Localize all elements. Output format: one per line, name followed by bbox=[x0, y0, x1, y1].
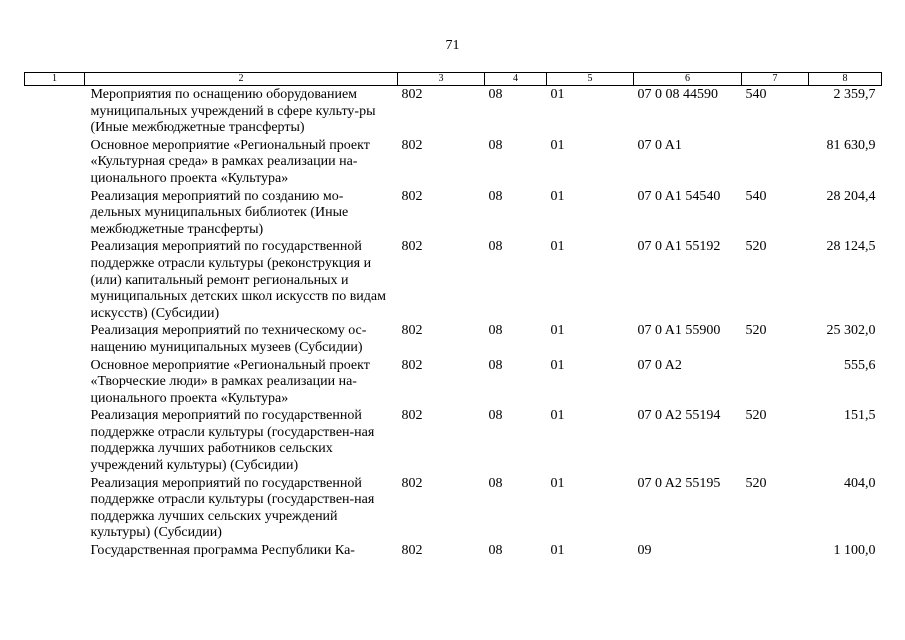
cell-subsection: 01 bbox=[550, 408, 565, 424]
col-header-7: 7 bbox=[742, 73, 809, 86]
cell-amount: 2 359,7 bbox=[833, 87, 876, 102]
cell-subsection: 01 bbox=[550, 239, 565, 255]
cell-amount: 151,5 bbox=[844, 408, 876, 424]
cell-section: 08 bbox=[488, 543, 503, 559]
table-row bbox=[25, 137, 882, 188]
cell-section: 08 bbox=[488, 357, 503, 373]
cell-col1 bbox=[25, 322, 85, 356]
cell-amount: 404,0 bbox=[844, 475, 876, 491]
cell-amount: 555,6 bbox=[844, 357, 876, 373]
cell-ministry-code: 802 bbox=[401, 543, 423, 559]
cell-amount: 81 630,9 bbox=[826, 137, 876, 153]
cell-name: Реализация мероприятий по государственной поддержке отрасли культуры (государствен-ная поддержка лучших работников сельских учреждений культуры) (Субсидии) bbox=[90, 408, 375, 474]
table-row bbox=[25, 238, 882, 322]
cell-ministry-code: 802 bbox=[401, 87, 423, 102]
cell-target-article: 07 0 08 44590 bbox=[637, 87, 718, 102]
cell-name: Реализация мероприятий по техническому ос-нащению муниципальных музеев (Субсидии) bbox=[90, 323, 367, 355]
cell-subsection: 01 bbox=[550, 188, 565, 204]
cell-col1 bbox=[25, 238, 85, 322]
cell-col1 bbox=[25, 357, 85, 408]
cell-col1 bbox=[25, 407, 85, 474]
cell-amount: 28 124,5 bbox=[826, 239, 876, 255]
cell-amount: 28 204,4 bbox=[826, 188, 876, 204]
col-header-1: 1 bbox=[25, 73, 85, 86]
cell-col1 bbox=[25, 137, 85, 188]
page-number: 71 bbox=[445, 38, 460, 53]
table-row bbox=[25, 475, 882, 542]
cell-ministry-code: 802 bbox=[401, 239, 423, 255]
col-header-3: 3 bbox=[398, 73, 485, 86]
col-header-6: 6 bbox=[634, 73, 742, 86]
cell-target-article: 07 0 A2 55194 bbox=[637, 408, 721, 424]
table-row bbox=[25, 86, 882, 137]
cell-expense-type: 520 bbox=[745, 408, 767, 424]
cell-subsection: 01 bbox=[550, 87, 565, 102]
cell-target-article: 07 0 A1 55192 bbox=[637, 239, 721, 255]
cell-ministry-code: 802 bbox=[401, 188, 423, 204]
cell-target-article: 07 0 A2 55195 bbox=[637, 475, 721, 491]
cell-section: 08 bbox=[488, 87, 503, 102]
cell-name: Мероприятия по оснащению оборудованием муниципальных учреждений в сфере культу-ры (Иные межбюджетные трансферты) bbox=[90, 87, 376, 136]
cell-subsection: 01 bbox=[550, 357, 565, 373]
cell-section: 08 bbox=[488, 475, 503, 491]
cell-col1 bbox=[25, 475, 85, 542]
table-body bbox=[25, 86, 882, 562]
cell-expense-type: 540 bbox=[745, 87, 767, 102]
cell-amount: 25 302,0 bbox=[826, 323, 876, 339]
table-row bbox=[25, 357, 882, 408]
cell-expense-type: 520 bbox=[745, 475, 767, 491]
cell-amount: 1 100,0 bbox=[833, 543, 876, 559]
cell-target-article: 07 0 A1 54540 bbox=[637, 188, 721, 204]
col-header-2: 2 bbox=[85, 73, 398, 86]
cell-col1 bbox=[25, 188, 85, 239]
cell-section: 08 bbox=[488, 137, 503, 153]
cell-name: Основное мероприятие «Региональный проект «Культурная среда» в рамках реализации на-ционального проекта «Культура» bbox=[90, 137, 370, 186]
cell-target-article: 07 0 A2 bbox=[637, 357, 682, 373]
table-row bbox=[25, 407, 882, 474]
cell-ministry-code: 802 bbox=[401, 323, 423, 339]
budget-table bbox=[24, 72, 882, 561]
cell-col1 bbox=[25, 542, 85, 561]
cell-subsection: 01 bbox=[550, 137, 565, 153]
cell-section: 08 bbox=[488, 188, 503, 204]
cell-col1 bbox=[25, 86, 85, 137]
cell-name: Реализация мероприятий по созданию мо-дельных муниципальных библиотек (Иные межбюджетные трансферты) bbox=[90, 188, 349, 237]
cell-subsection: 01 bbox=[550, 543, 565, 559]
header-row bbox=[25, 73, 882, 86]
cell-ministry-code: 802 bbox=[401, 408, 423, 424]
cell-subsection: 01 bbox=[550, 475, 565, 491]
table-row bbox=[25, 322, 882, 356]
col-header-5: 5 bbox=[547, 73, 634, 86]
table-row bbox=[25, 542, 882, 561]
cell-name: Государственная программа Республики Ка- bbox=[90, 543, 355, 559]
cell-name: Реализация мероприятий по государственной поддержке отрасли культуры (государствен-ная поддержка лучших сельских учреждений культуры) (Субсидии) bbox=[90, 475, 375, 541]
table-row bbox=[25, 188, 882, 239]
cell-expense-type: 540 bbox=[745, 188, 767, 204]
cell-name: Основное мероприятие «Региональный проект «Творческие люди» в рамках реализации на-ционального проекта «Культура» bbox=[90, 357, 370, 406]
col-header-4: 4 bbox=[485, 73, 547, 86]
col-header-8: 8 bbox=[809, 73, 882, 86]
cell-expense-type: 520 bbox=[745, 239, 767, 255]
cell-name: Реализация мероприятий по государственной поддержке отрасли культуры (реконструкция и (или) капитальный ремонт региональных и муниципальных детских школ искусств по видам искусств) (Субсидии) bbox=[90, 239, 386, 321]
cell-ministry-code: 802 bbox=[401, 475, 423, 491]
cell-target-article: 07 0 A1 bbox=[637, 137, 682, 153]
cell-section: 08 bbox=[488, 239, 503, 255]
cell-section: 08 bbox=[488, 323, 503, 339]
cell-expense-type: 520 bbox=[745, 323, 767, 339]
cell-expense-type bbox=[742, 542, 809, 561]
cell-target-article: 09 bbox=[637, 543, 652, 559]
cell-ministry-code: 802 bbox=[401, 357, 423, 373]
cell-expense-type bbox=[742, 137, 809, 188]
cell-subsection: 01 bbox=[550, 323, 565, 339]
cell-section: 08 bbox=[488, 408, 503, 424]
cell-ministry-code: 802 bbox=[401, 137, 423, 153]
cell-target-article: 07 0 A1 55900 bbox=[637, 323, 721, 339]
cell-expense-type bbox=[742, 357, 809, 408]
